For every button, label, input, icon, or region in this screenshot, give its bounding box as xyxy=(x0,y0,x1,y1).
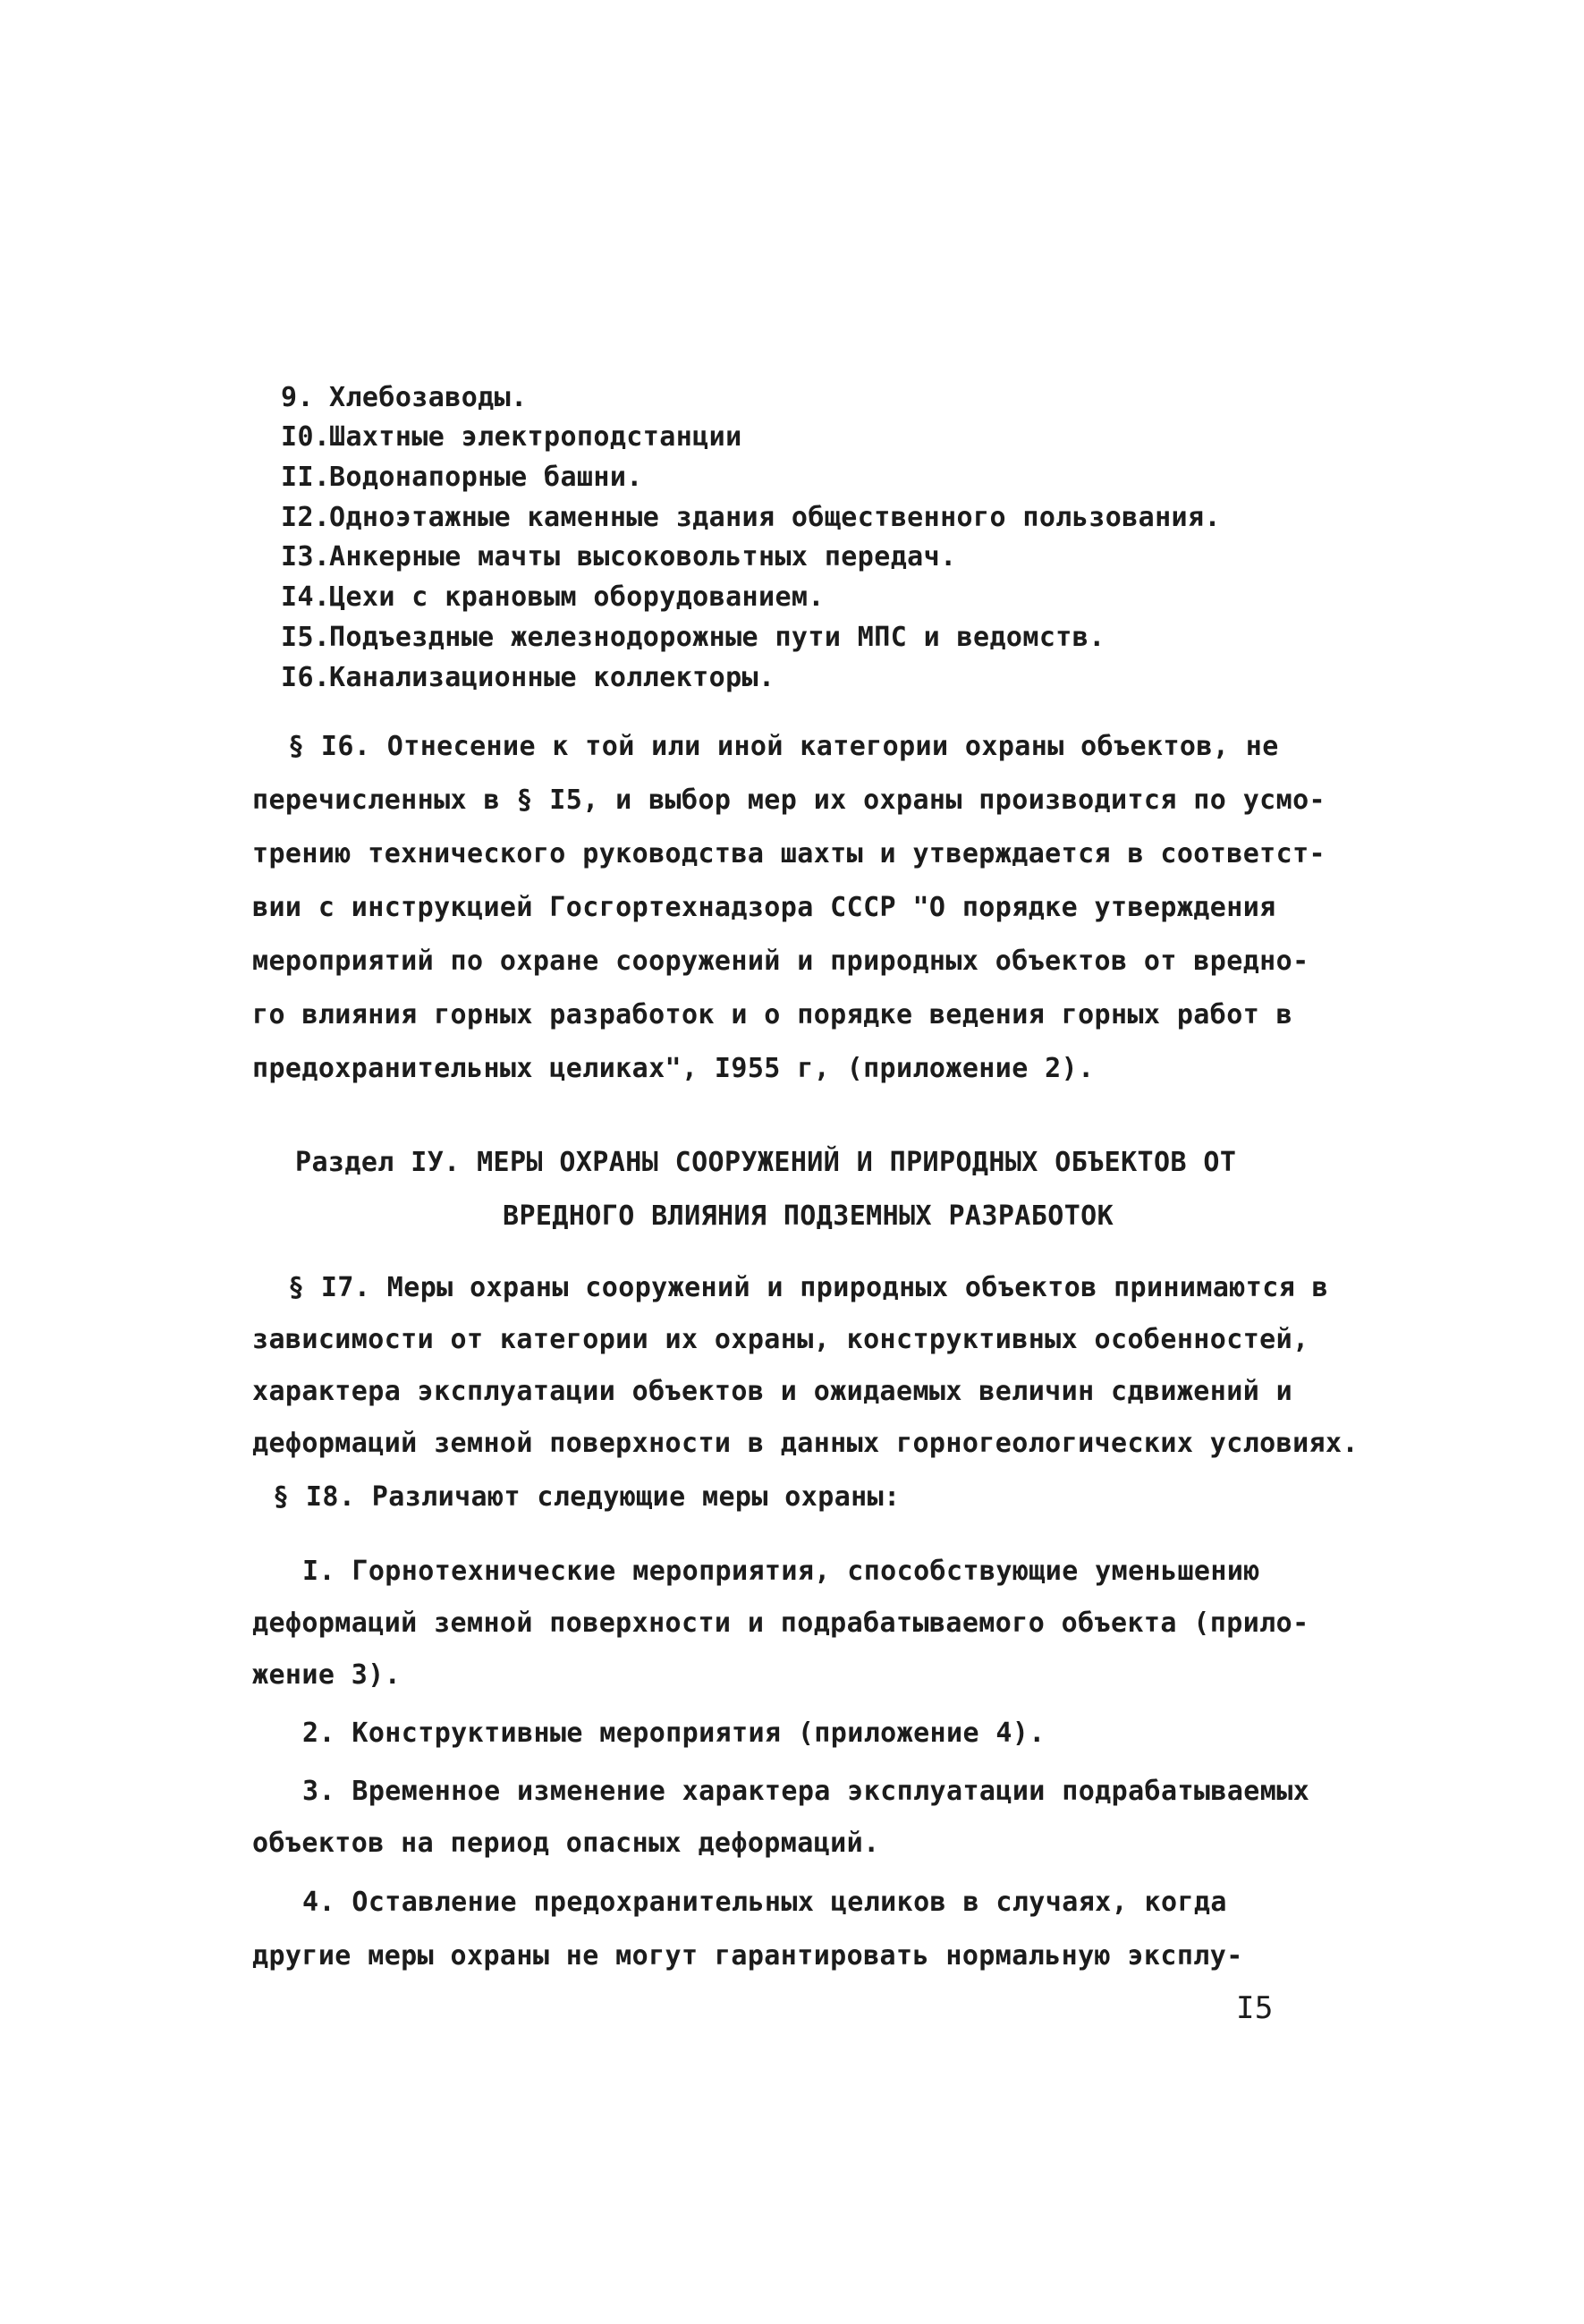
measure-line: другие меры охраны не могут гарантировать нормальную эксплу- xyxy=(252,1940,1243,1972)
measure-line: 2. Конструктивные мероприятия (приложение 4). xyxy=(302,1718,1046,1749)
paragraph-line: го влияния горных разработок и о порядке ведения горных работ в xyxy=(252,999,1293,1031)
paragraph-line: деформаций земной поверхности в данных горногеологических условиях. xyxy=(252,1428,1359,1459)
paragraph-18: § I8. Различают следующие меры охраны: xyxy=(273,1481,901,1513)
section-heading-line: Раздел IУ. МЕРЫ ОХРАНЫ СООРУЖЕНИЙ И ПРИРОДНЫХ ОБЪЕКТОВ ОТ xyxy=(295,1147,1237,1178)
list-item: I5.Подъездные железнодорожные пути МПС и ведомств. xyxy=(281,622,1105,653)
paragraph-line: вии с инструкцией Госгортехнадзора СССР "О порядке утверждения xyxy=(252,892,1276,923)
section-heading-line: ВРЕДНОГО ВЛИЯНИЯ ПОДЗЕМНЫХ РАЗРАБОТОК xyxy=(503,1200,1114,1232)
paragraph-line: мероприятий по охране сооружений и природных объектов от вредно- xyxy=(252,946,1309,977)
list-item: I6.Канализационные коллекторы. xyxy=(281,662,775,693)
paragraph-line: предохранительных целиках", I955 г, (приложение 2). xyxy=(252,1053,1095,1084)
list-item: I2.Одноэтажные каменные здания общественного пользования. xyxy=(281,502,1221,533)
measure-line: деформаций земной поверхности и подрабатываемого объекта (прило- xyxy=(252,1607,1309,1639)
measure-line: 3. Временное изменение характера эксплуатации подрабатываемых xyxy=(302,1776,1310,1807)
list-item: I3.Анкерные мачты высоковольтных передач. xyxy=(281,541,957,573)
list-item: II.Водонапорные башни. xyxy=(281,462,643,493)
measure-line: жение 3). xyxy=(252,1659,402,1691)
paragraph-line: перечисленных в § I5, и выбор мер их охраны производится по усмо- xyxy=(252,785,1326,816)
paragraph-line: § I7. Меры охраны сооружений и природных объектов принимаются в xyxy=(288,1272,1329,1303)
list-item: 9. Хлебозаводы. xyxy=(281,382,528,413)
list-item: I4.Цехи с крановым оборудованием. xyxy=(281,581,825,613)
page-number: I5 xyxy=(1236,1990,1274,2026)
paragraph-line: § I6. Отнесение к той или иной категории охраны объектов, не xyxy=(288,731,1279,762)
measure-line: I. Горнотехнические мероприятия, способствующие уменьшению xyxy=(302,1556,1260,1587)
list-item: I0.Шахтные электроподстанции xyxy=(281,421,742,453)
measure-line: объектов на период опасных деформаций. xyxy=(252,1828,880,1859)
paragraph-line: зависимости от категории их охраны, конструктивных особенностей, xyxy=(252,1324,1309,1355)
measure-line: 4. Оставление предохранительных целиков в случаях, когда xyxy=(302,1887,1227,1918)
paragraph-line: характера эксплуатации объектов и ожидаемых величин сдвижений и xyxy=(252,1376,1293,1407)
paragraph-line: трению технического руководства шахты и утверждается в соответст- xyxy=(252,838,1326,869)
